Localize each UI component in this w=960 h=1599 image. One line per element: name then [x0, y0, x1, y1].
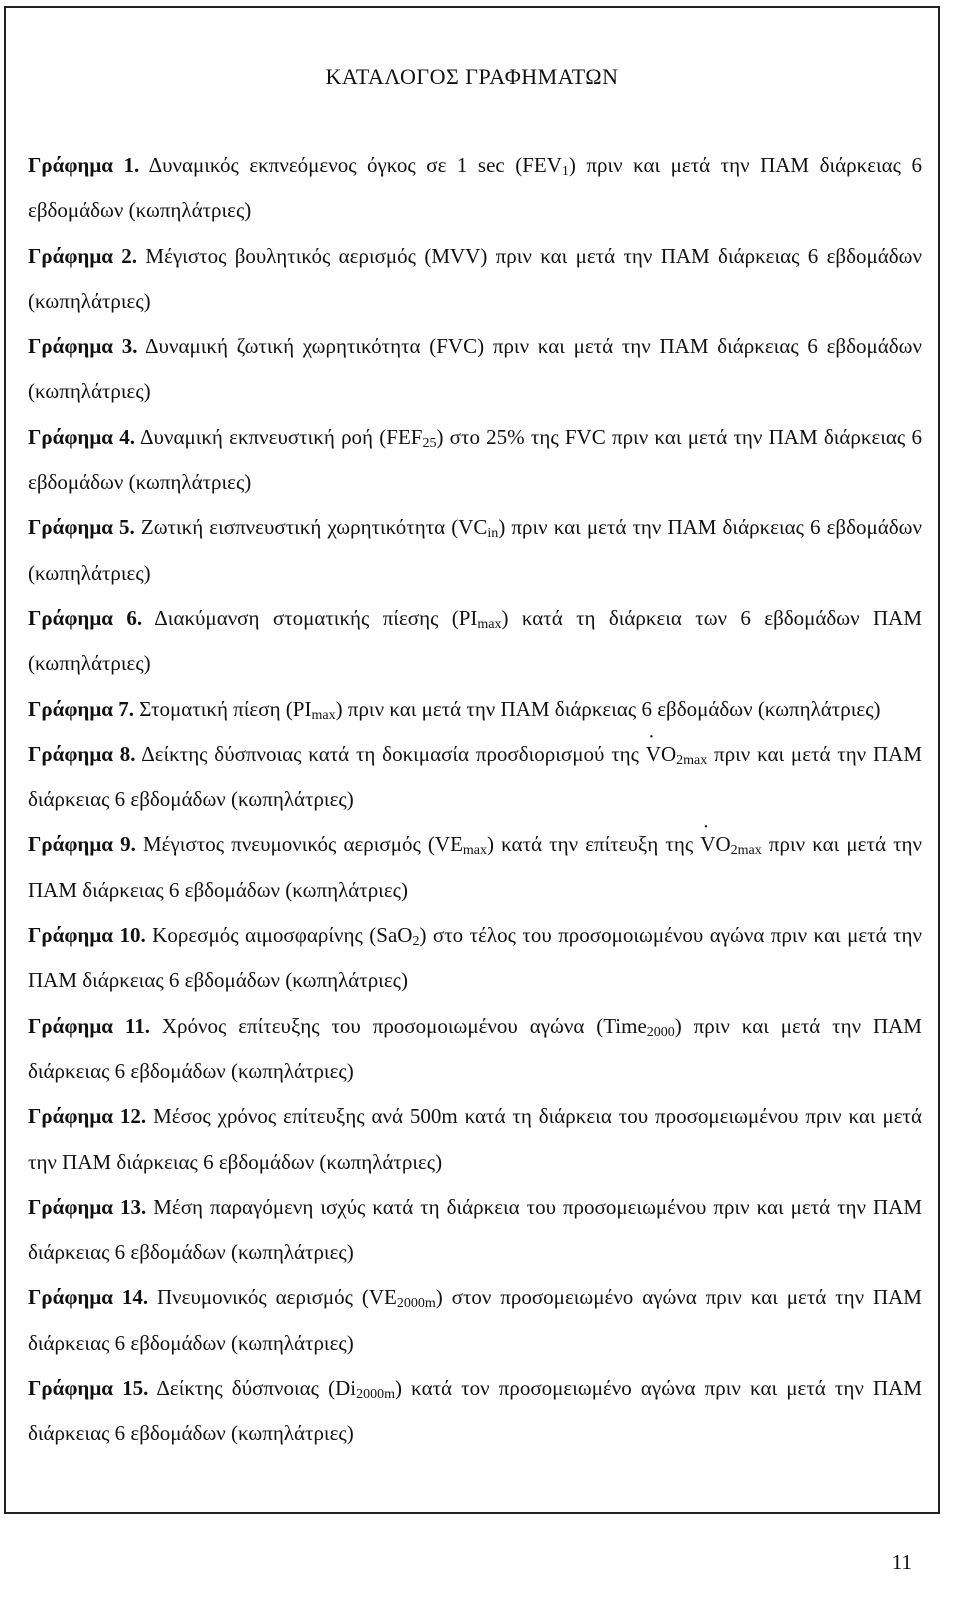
- figure-label: Γράφημα 12.: [28, 1104, 147, 1129]
- figure-label: Γράφημα 8.: [28, 741, 136, 766]
- figure-caption-cont: ) πριν και μετά την ΠΑΜ διάρκειας 6 εβδομάδων (κωπηλάτριες): [28, 515, 922, 585]
- subscript: 2max: [676, 752, 708, 768]
- subscript: 1: [561, 164, 569, 179]
- list-item: [28, 1094, 922, 1185]
- subscript: max: [477, 616, 502, 632]
- subscript: 2max: [730, 843, 762, 859]
- figure-label: Γράφημα 9.: [28, 832, 136, 857]
- subscript: 2000: [646, 1024, 675, 1040]
- figure-caption: Χρόνος επίτευξης του προσομοιωμένου αγώνα (Time: [149, 1013, 647, 1038]
- figure-label: Γράφημα 14.: [28, 1285, 149, 1310]
- figure-caption-o: O: [660, 741, 677, 766]
- list-item: [28, 687, 922, 732]
- figure-list: [28, 143, 922, 1457]
- figure-caption: Δυναμικός εκπνεόμενος όγκος σε 1 sec (FEV: [139, 153, 562, 177]
- figure-caption: Ζωτική εισπνευστική χωρητικότητα (VC: [134, 515, 488, 540]
- figure-caption-cont: πριν και μετά την ΠΑΜ διάρκειας 6 εβδομάδων (κωπηλάτριες): [28, 741, 922, 812]
- figure-label: Γράφημα 7.: [28, 696, 134, 721]
- figure-label: Γράφημα 15.: [28, 1376, 149, 1401]
- subscript: max: [311, 707, 336, 723]
- v-dot-symbol: ˙ V: [700, 822, 715, 867]
- figure-label: Γράφημα 10.: [28, 923, 146, 948]
- list-item: [28, 913, 922, 1004]
- list-item: [28, 415, 922, 506]
- page-frame: [4, 6, 940, 1514]
- subscript: in: [487, 526, 499, 542]
- subscript: 2000m: [396, 1296, 436, 1312]
- list-item: [28, 143, 922, 234]
- figure-label: Γράφημα 4.: [28, 424, 135, 449]
- figure-caption-o: O: [715, 832, 731, 857]
- figure-label: Γράφημα 11.: [28, 1013, 150, 1038]
- figure-caption-cont: ) κατά τον προσομειωμένο αγώνα πριν και μετά την ΠΑΜ διάρκειας 6 εβδομάδων (κωπηλάτριες): [28, 1376, 922, 1446]
- figure-label: Γράφημα 2.: [28, 243, 138, 268]
- figure-caption: Δείκτης δύσπνοιας (Di: [148, 1376, 357, 1401]
- figure-label: Γράφημα 3.: [28, 334, 138, 359]
- figure-caption-cont: ) πριν και μετά την ΠΑΜ διάρκειας 6 εβδομάδων (κωπηλάτριες): [28, 1013, 922, 1083]
- figure-caption-cont: ) κατά την επίτευξη της: [487, 832, 701, 857]
- subscript: max: [462, 843, 488, 859]
- figure-caption: Μέση παραγόμενη ισχύς κατά τη διάρκεια του προσομειωμένου πριν και μετά την ΠΑΜ διάρκειας 6 εβδομάδων (κωπηλάτριες): [28, 1194, 922, 1265]
- list-item: [28, 822, 922, 913]
- figure-caption-cont: ) πριν και μετά την ΠΑΜ διάρκειας 6 εβδομάδων (κωπηλάτριες): [335, 696, 881, 721]
- figure-caption: Δυναμική εκπνευστική ροή (FEF: [134, 424, 423, 449]
- list-item: [28, 596, 922, 687]
- list-item: [28, 324, 922, 415]
- page-title: ΚΑΤΑΛΟΓΟΣ ΓΡΑΦΗΜΑΤΩΝ: [325, 64, 619, 89]
- list-item: [28, 234, 922, 325]
- page-number: 11: [891, 1550, 912, 1574]
- list-item: [28, 732, 922, 823]
- figure-caption: Μέγιστος πνευμονικός αερισμός (VE: [135, 832, 463, 857]
- figure-caption-cont: πριν και μετά την ΠΑΜ διάρκειας 6 εβδομάδων (κωπηλάτριες): [28, 832, 922, 902]
- subscript: 25: [422, 435, 437, 451]
- list-item: [28, 1275, 922, 1366]
- figure-caption-cont: ) στο τέλος του προσομοιωμένου αγώνα πριν και μετά την ΠΑΜ διάρκειας 6 εβδομάδων (κωπηλάτριες): [28, 923, 922, 993]
- figure-caption: Δυναμική ζωτική χωρητικότητα (FVC) πριν και μετά την ΠΑΜ διάρκειας 6 εβδομάδων (κωπηλάτριες): [28, 334, 922, 404]
- v-dot-symbol: ˙ V: [646, 732, 661, 777]
- list-item: [28, 1185, 922, 1276]
- figure-caption: Μέσος χρόνος επίτευξης ανά 500m κατά τη διάρκεια του προσομειωμένου πριν και μετά την ΠΑΜ διάρκειας 6 εβδομάδων (κωπηλάτριες): [28, 1104, 922, 1174]
- list-item: [28, 1366, 922, 1457]
- subscript: 2000m: [356, 1387, 396, 1403]
- figure-caption: Διακύμανση στοματικής πίεσης (PI: [142, 605, 478, 630]
- figure-label: Γράφημα 1.: [28, 153, 140, 177]
- figure-caption: Στοματική πίεση (PI: [133, 696, 312, 721]
- figure-caption-cont: ) πριν και μετά την ΠΑΜ διάρκειας 6 εβδομάδων (κωπηλάτριες): [28, 153, 922, 223]
- figure-caption-cont: ) στον προσομειωμένο αγώνα πριν και μετά την ΠΑΜ διάρκειας 6 εβδομάδων (κωπηλάτριες): [28, 1285, 922, 1355]
- figure-caption-cont: ) στο 25% της FVC πριν και μετά την ΠΑΜ διάρκειας 6 εβδομάδων (κωπηλάτριες): [28, 424, 922, 495]
- figure-caption: Πνευμονικός αερισμός (VE: [148, 1285, 397, 1310]
- subscript: 2: [412, 934, 420, 950]
- figure-label: Γράφημα 6.: [28, 605, 143, 630]
- list-item: [28, 1004, 922, 1095]
- list-item: [28, 505, 922, 596]
- figure-caption: Δείκτης δύσπνοιας κατά τη δοκιμασία προσδιορισμού της: [135, 741, 646, 766]
- figure-caption: Κορεσμός αιμοσφαρίνης (SaO: [145, 923, 413, 948]
- figure-caption: Μέγιστος βουλητικός αερισμός (MVV) πριν και μετά την ΠΑΜ διάρκειας 6 εβδομάδων (κωπηλάτριες): [28, 243, 922, 313]
- figure-label: Γράφημα 13.: [28, 1194, 147, 1219]
- figure-caption-cont: ) κατά τη διάρκεια των 6 εβδομάδων ΠΑΜ (κωπηλάτριες): [28, 605, 922, 676]
- figure-label: Γράφημα 5.: [28, 515, 135, 540]
